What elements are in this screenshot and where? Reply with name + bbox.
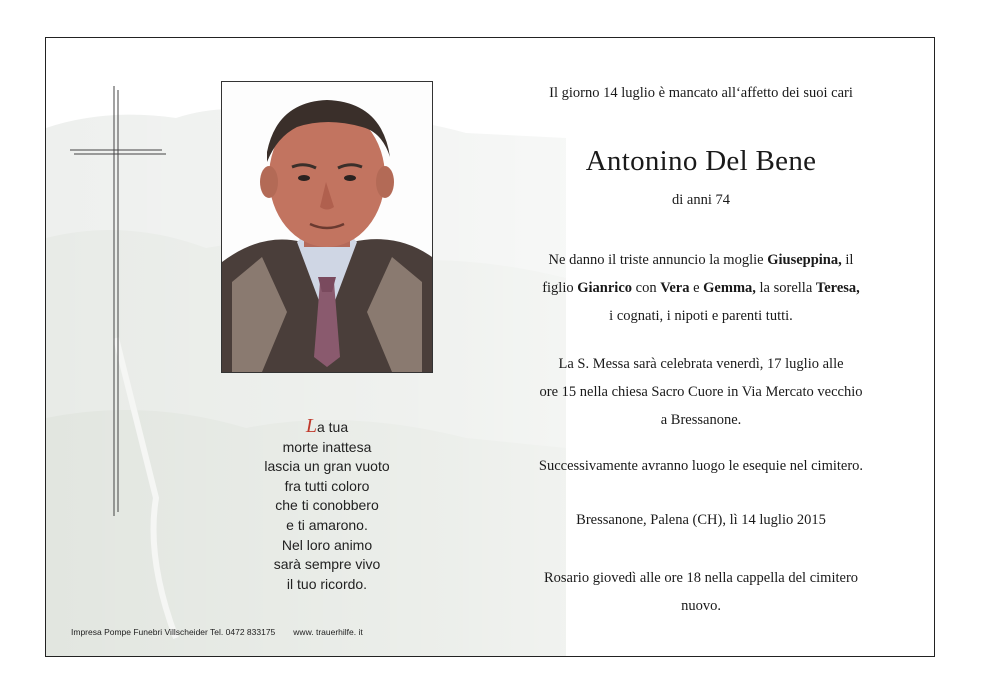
relative-name: Gianrico <box>577 280 633 296</box>
relative-name: Teresa, <box>815 280 860 296</box>
text-run: la sorella <box>755 280 816 296</box>
mourners-line <box>511 246 891 274</box>
relative-name: Giuseppina, <box>767 252 842 268</box>
poem-line: Nel loro animo <box>281 536 373 553</box>
deceased-age: di anni 74 <box>672 192 730 208</box>
text-run: e <box>689 280 704 296</box>
mass-paragraph <box>511 350 891 434</box>
text-run: con <box>632 280 661 296</box>
portrait-illustration <box>222 82 432 372</box>
funeral-home-info: Impresa Pompe Funebri Villscheider Tel. 0472 833175 <box>71 627 276 637</box>
funeral-notice: Successivamente avranno luogo le esequie nel cimitero. <box>538 458 864 474</box>
mourners-line: i cognati, i nipoti e parenti tutti. <box>609 308 793 324</box>
poem-line: e ti amarono. <box>286 516 368 533</box>
poem-line: morte inattesa <box>282 438 372 455</box>
mass-line: La S. Messa sarà celebrata venerdì, 17 luglio alle <box>558 356 844 372</box>
place-and-date: Bressanone, Palena (CH), lì 14 luglio 2015 <box>576 512 826 528</box>
rosary-line: nuovo. <box>681 598 721 614</box>
poem <box>221 415 433 594</box>
deceased-name: Antonino Del Bene <box>585 145 817 177</box>
relative-name: Vera <box>660 280 690 296</box>
poem-line: fra tutti coloro <box>284 477 370 494</box>
poem-line: lascia un gran vuoto <box>264 458 390 475</box>
relative-name: Gemma, <box>703 280 756 296</box>
mourners-line <box>511 274 891 302</box>
poem-line: il tuo ricordo. <box>286 575 368 592</box>
obituary-card <box>45 37 935 657</box>
rosary-paragraph <box>511 564 891 620</box>
text-run: Ne danno il triste annuncio la moglie <box>548 252 768 268</box>
poem-line-text: a tua <box>316 419 349 435</box>
mass-line: a Bressanone. <box>660 412 742 428</box>
mass-line: ore 15 nella chiesa Sacro Cuore in Via Mercato vecchio <box>539 384 863 400</box>
poem-line: sarà sempre vivo <box>273 556 381 573</box>
rosary-line: Rosario giovedì alle ore 18 nella cappella del cimitero <box>543 570 859 586</box>
text-run: figlio <box>542 280 578 296</box>
footer <box>71 627 363 637</box>
poem-line <box>221 415 433 438</box>
website-link[interactable]: www. trauerhilfe. it <box>293 627 363 637</box>
poem-dropcap: L <box>305 415 317 437</box>
mourners-paragraph <box>511 246 891 330</box>
text-run: il <box>841 252 854 268</box>
latin-cross-icon <box>70 86 166 516</box>
portrait-photo <box>221 81 433 373</box>
poem-line: che ti conobbero <box>275 497 379 514</box>
intro-text: Il giorno 14 luglio è mancato all‘affetto dei suoi cari <box>549 85 853 101</box>
